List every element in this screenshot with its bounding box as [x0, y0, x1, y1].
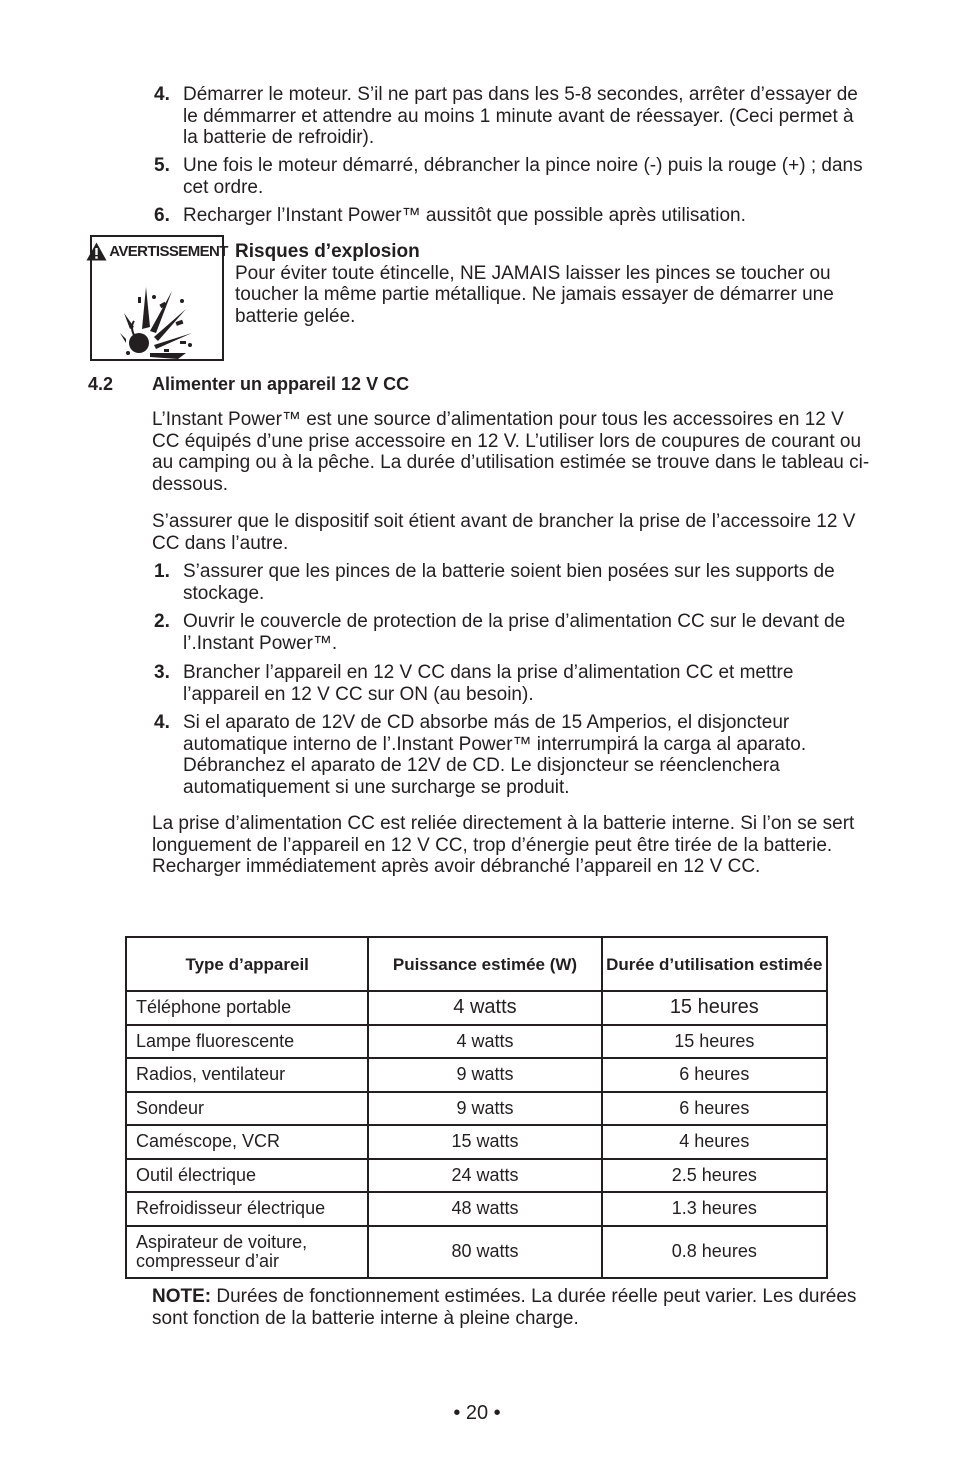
- table-cell: 15 watts: [368, 1125, 601, 1159]
- section-title: Alimenter un appareil 12 V CC: [152, 374, 410, 394]
- warning-label: AVERTISSEMENT: [109, 243, 228, 260]
- table-cell: 15 heures: [602, 991, 827, 1025]
- section-number: 4.2: [88, 374, 114, 394]
- warning-box: [90, 235, 228, 361]
- explosion-icon: [120, 267, 200, 359]
- step-number: 4.: [154, 84, 170, 105]
- table-header-cell: Type d’appareil: [126, 937, 368, 991]
- table-row: [126, 1159, 827, 1193]
- table-header-row: [126, 937, 827, 991]
- table-cell: 4 watts: [368, 1025, 601, 1059]
- step-text: Brancher l’appareil en 12 V CC dans la prise d’alimentation CC et mettre l’appareil en 12 V CC sur ON (au besoin).: [183, 662, 794, 705]
- step-number: 2.: [154, 611, 170, 632]
- table-cell: 4 heures: [602, 1125, 827, 1159]
- table-row: [126, 1058, 827, 1092]
- table-row: [126, 1226, 827, 1278]
- step-text: Démarrer le moteur. S’il ne part pas dans les 5-8 secondes, arrêter d’essayer de le démmarrer et attendre au moins 1 minute avant de réessayer. (Ceci permet à la batterie de refroidir).: [183, 84, 858, 149]
- table-header-cell: Puissance estimée (W): [368, 937, 601, 991]
- step-text: Recharger l’Instant Power™ aussitôt que possible après utilisation.: [183, 205, 746, 226]
- table-row: [126, 1025, 827, 1059]
- table-cell: 4 watts: [368, 991, 601, 1025]
- table-row: [126, 1192, 827, 1226]
- step-number: 5.: [154, 155, 170, 176]
- table-cell: Aspirateur de voiture, compresseur d’air: [126, 1226, 368, 1278]
- warning-header: [92, 237, 228, 266]
- page-number: • 20 •: [453, 1402, 501, 1424]
- table-header-cell: Durée d’utilisation estimée: [602, 937, 827, 991]
- note-text: Durées de fonctionnement estimées. La durée réelle peut varier. Les durées sont fonction de la batterie interne à pleine charge.: [152, 1286, 857, 1329]
- warning-text-block: [235, 241, 875, 327]
- note-label: NOTE:: [152, 1286, 212, 1307]
- table-cell: 80 watts: [368, 1226, 601, 1278]
- table-cell: 6 heures: [602, 1058, 827, 1092]
- step-number: 4.: [154, 712, 170, 733]
- table-cell: Refroidisseur électrique: [126, 1192, 368, 1226]
- section-paragraph-1: L’Instant Power™ est une source d’alimentation pour tous les accessoires en 12 V CC équipés d’une prise accessoire en 12 V. L’utiliser lors de coupures de courant ou au camping ou à la pêche. La durée d’utilisation estimée se trouve dans le tableau ci-dessous.: [152, 409, 870, 495]
- step-number: 6.: [154, 205, 170, 226]
- table-row: [126, 1092, 827, 1126]
- step-text: Ouvrir le couvercle de protection de la prise d’alimentation CC sur le devant de l’.Instant Power™.: [183, 611, 846, 654]
- table-cell: 9 watts: [368, 1058, 601, 1092]
- table-row: [126, 991, 827, 1025]
- runtime-table: [125, 936, 828, 1279]
- table-cell: Sondeur: [126, 1092, 368, 1126]
- table-row: [126, 1125, 827, 1159]
- warning-body: Pour éviter toute étincelle, NE JAMAIS laisser les pinces se toucher ou toucher la même partie métallique. Ne jamais essayer de démarrer une batterie gelée.: [235, 262, 834, 327]
- step-text: S’assurer que les pinces de la batterie soient bien posées sur les supports de stockage.: [183, 561, 835, 604]
- table-cell: Caméscope, VCR: [126, 1125, 368, 1159]
- table-cell: Téléphone portable: [126, 991, 368, 1025]
- step-number: 3.: [154, 662, 170, 683]
- table-cell: Radios, ventilateur: [126, 1058, 368, 1092]
- section-paragraph-2: S’assurer que le dispositif soit étient avant de brancher la prise de l’accessoire 12 V CC dans l’autre.: [152, 511, 856, 554]
- table-cell: 9 watts: [368, 1092, 601, 1126]
- table-cell: 48 watts: [368, 1192, 601, 1226]
- table-cell: 6 heures: [602, 1092, 827, 1126]
- table-cell: 2.5 heures: [602, 1159, 827, 1193]
- table-cell: Lampe fluorescente: [126, 1025, 368, 1059]
- table-cell: 1.3 heures: [602, 1192, 827, 1226]
- table-cell: 24 watts: [368, 1159, 601, 1193]
- section-paragraph-3: La prise d’alimentation CC est reliée directement à la batterie interne. Si l’on se sert longuement de l’appareil en 12 V CC, trop d’énergie peut être tirée de la batterie. Recharger immédiatement après avoir débranché l’appareil en 12 V CC.: [152, 813, 855, 878]
- note-block: [152, 1286, 872, 1329]
- step-text: Une fois le moteur démarré, débrancher la pince noire (-) puis la rouge (+) ; dans cet ordre.: [183, 155, 863, 198]
- table-cell: 15 heures: [602, 1025, 827, 1059]
- table-cell: Outil électrique: [126, 1159, 368, 1193]
- step-text: Si el aparato de 12V de CD absorbe más de 15 Amperios, el disjoncteur automatique interno de l’.Instant Power™ interrumpirá la carga al aparato. Débranchez el aparato de 12V de CD. Le disjoncteur se réenclenchera automatiquement si une surcharge se produit.: [183, 712, 807, 798]
- warning-triangle-icon: [86, 242, 107, 261]
- warning-title: Risques d’explosion: [235, 241, 420, 262]
- table-cell: 0.8 heures: [602, 1226, 827, 1278]
- step-number: 1.: [154, 561, 170, 582]
